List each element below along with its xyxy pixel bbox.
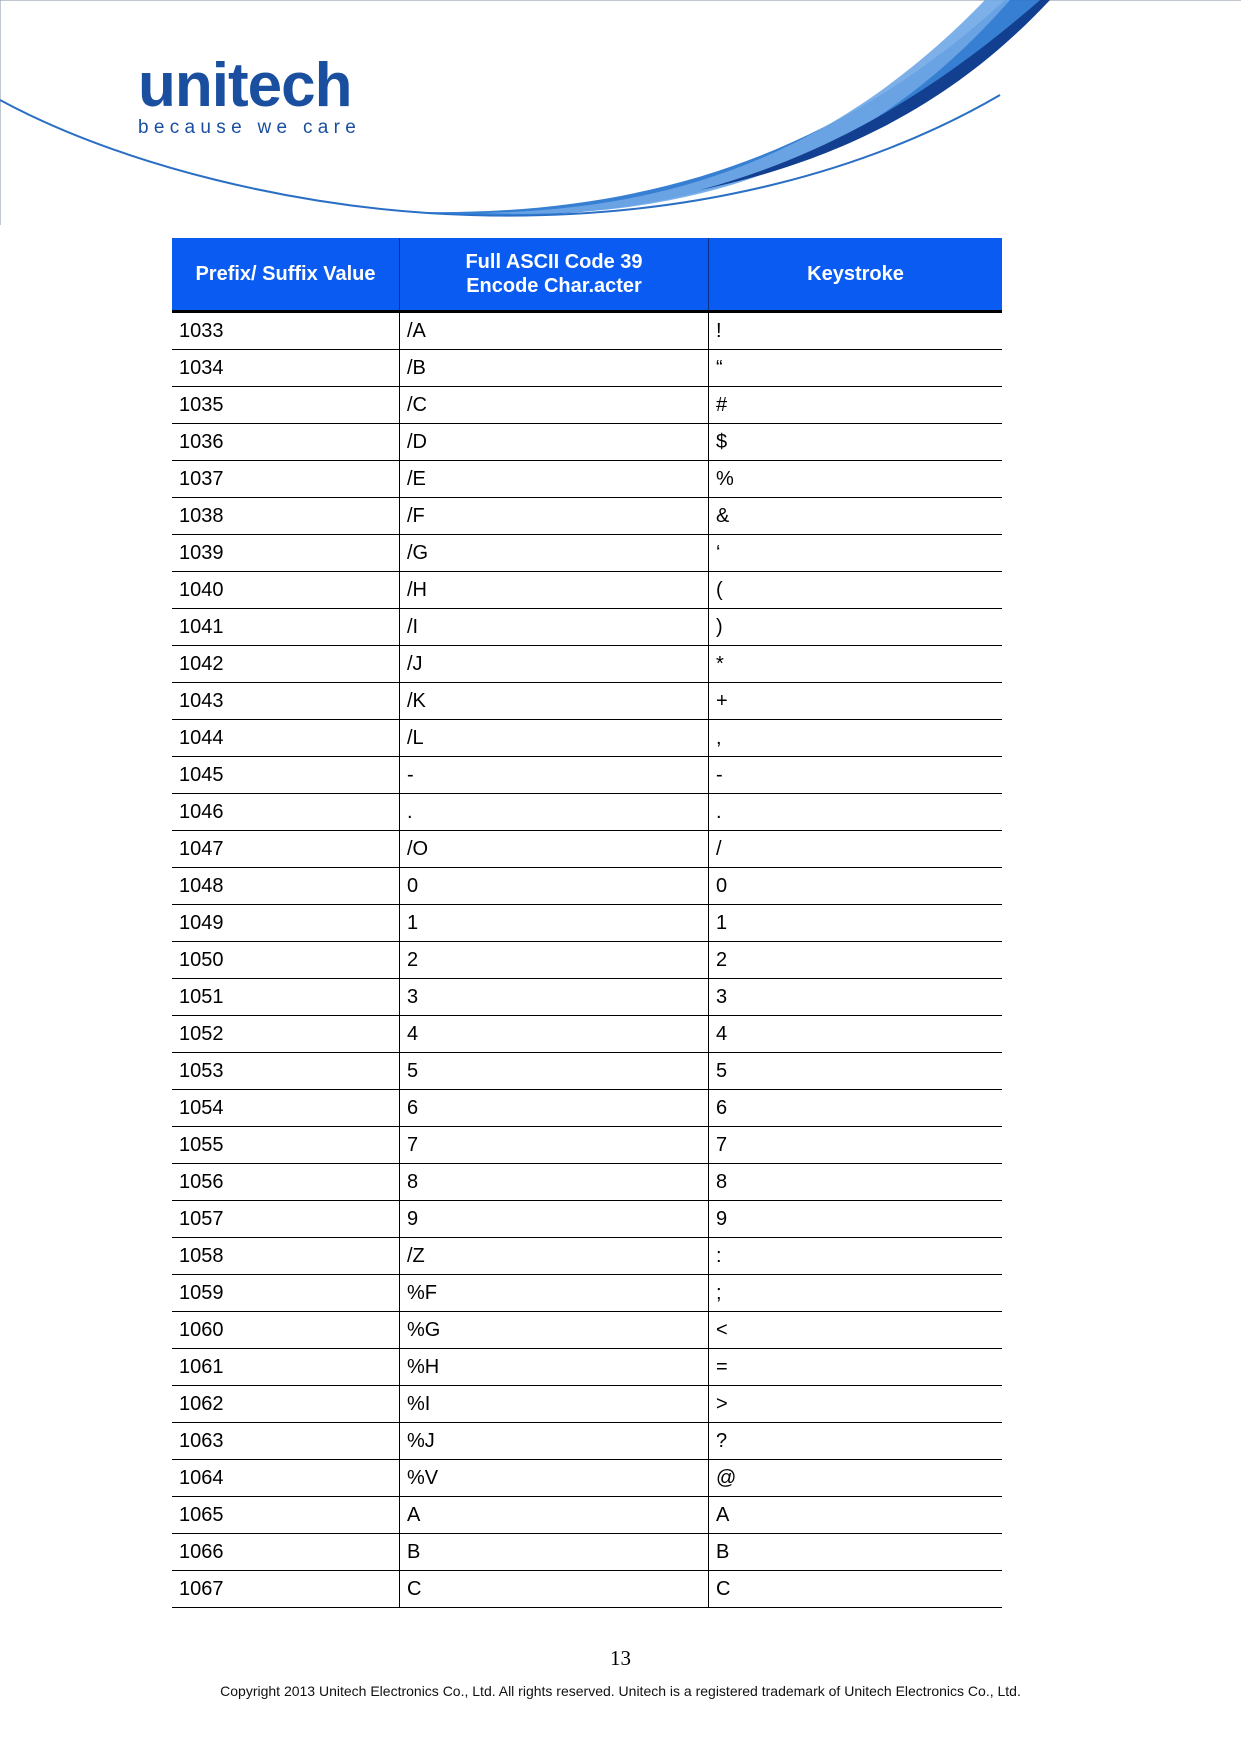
cell-keystroke: /	[709, 831, 1003, 868]
cell-code39-encode-char: /G	[400, 535, 709, 572]
cell-code39-encode-char: /E	[400, 461, 709, 498]
cell-keystroke: 9	[709, 1201, 1003, 1238]
cell-code39-encode-char: %F	[400, 1275, 709, 1312]
table-row	[172, 1497, 1002, 1534]
table-row	[172, 1127, 1002, 1164]
cell-keystroke: A	[709, 1497, 1003, 1534]
cell-keystroke: $	[709, 424, 1003, 461]
table-row	[172, 461, 1002, 498]
cell-keystroke: 6	[709, 1090, 1003, 1127]
cell-prefix-suffix-value: 1045	[172, 757, 400, 794]
table-row	[172, 1423, 1002, 1460]
cell-keystroke: (	[709, 572, 1003, 609]
cell-code39-encode-char: %J	[400, 1423, 709, 1460]
cell-prefix-suffix-value: 1061	[172, 1349, 400, 1386]
table-row	[172, 1571, 1002, 1608]
cell-code39-encode-char: /H	[400, 572, 709, 609]
logo-wordmark: unitech	[138, 51, 352, 120]
cell-code39-encode-char: 9	[400, 1201, 709, 1238]
cell-code39-encode-char: /L	[400, 720, 709, 757]
cell-code39-encode-char: /K	[400, 683, 709, 720]
table-body	[172, 312, 1002, 1608]
table-row	[172, 535, 1002, 572]
cell-keystroke: -	[709, 757, 1003, 794]
cell-keystroke: .	[709, 794, 1003, 831]
cell-prefix-suffix-value: 1038	[172, 498, 400, 535]
logo-tagline: because we care	[138, 117, 362, 138]
cell-keystroke: 3	[709, 979, 1003, 1016]
table-row	[172, 1312, 1002, 1349]
cell-code39-encode-char: %I	[400, 1386, 709, 1423]
table-row	[172, 1164, 1002, 1201]
cell-code39-encode-char: 5	[400, 1053, 709, 1090]
cell-keystroke: +	[709, 683, 1003, 720]
table-row	[172, 757, 1002, 794]
table-row	[172, 1016, 1002, 1053]
cell-prefix-suffix-value: 1062	[172, 1386, 400, 1423]
table-row	[172, 1349, 1002, 1386]
cell-prefix-suffix-value: 1059	[172, 1275, 400, 1312]
cell-prefix-suffix-value: 1037	[172, 461, 400, 498]
cell-prefix-suffix-value: 1040	[172, 572, 400, 609]
cell-keystroke: %	[709, 461, 1003, 498]
table-row	[172, 1534, 1002, 1571]
cell-code39-encode-char: %H	[400, 1349, 709, 1386]
cell-prefix-suffix-value: 1063	[172, 1423, 400, 1460]
cell-prefix-suffix-value: 1058	[172, 1238, 400, 1275]
cell-keystroke: >	[709, 1386, 1003, 1423]
cell-keystroke: #	[709, 387, 1003, 424]
cell-code39-encode-char: A	[400, 1497, 709, 1534]
cell-keystroke: C	[709, 1571, 1003, 1608]
table-row	[172, 1386, 1002, 1423]
cell-prefix-suffix-value: 1046	[172, 794, 400, 831]
cell-keystroke: “	[709, 350, 1003, 387]
cell-code39-encode-char: 3	[400, 979, 709, 1016]
cell-code39-encode-char: /D	[400, 424, 709, 461]
cell-keystroke: !	[709, 312, 1003, 350]
table-row	[172, 683, 1002, 720]
table-row	[172, 646, 1002, 683]
cell-code39-encode-char: C	[400, 1571, 709, 1608]
cell-code39-encode-char: 6	[400, 1090, 709, 1127]
cell-prefix-suffix-value: 1034	[172, 350, 400, 387]
table-row	[172, 1053, 1002, 1090]
cell-keystroke: 2	[709, 942, 1003, 979]
cell-prefix-suffix-value: 1055	[172, 1127, 400, 1164]
cell-prefix-suffix-value: 1041	[172, 609, 400, 646]
cell-prefix-suffix-value: 1052	[172, 1016, 400, 1053]
cell-keystroke: :	[709, 1238, 1003, 1275]
cell-keystroke: *	[709, 646, 1003, 683]
cell-prefix-suffix-value: 1060	[172, 1312, 400, 1349]
cell-code39-encode-char: 2	[400, 942, 709, 979]
cell-code39-encode-char: /J	[400, 646, 709, 683]
table-row	[172, 1460, 1002, 1497]
cell-prefix-suffix-value: 1067	[172, 1571, 400, 1608]
cell-code39-encode-char: /O	[400, 831, 709, 868]
table-row	[172, 720, 1002, 757]
cell-prefix-suffix-value: 1047	[172, 831, 400, 868]
cell-prefix-suffix-value: 1065	[172, 1497, 400, 1534]
cell-code39-encode-char: /C	[400, 387, 709, 424]
cell-code39-encode-char: %V	[400, 1460, 709, 1497]
cell-prefix-suffix-value: 1057	[172, 1201, 400, 1238]
cell-code39-encode-char: 4	[400, 1016, 709, 1053]
cell-keystroke: )	[709, 609, 1003, 646]
cell-prefix-suffix-value: 1044	[172, 720, 400, 757]
header-keystroke: Keystroke	[709, 238, 1003, 312]
cell-keystroke: ‘	[709, 535, 1003, 572]
cell-keystroke: 1	[709, 905, 1003, 942]
table-header-row	[172, 238, 1002, 312]
table-row	[172, 609, 1002, 646]
cell-prefix-suffix-value: 1064	[172, 1460, 400, 1497]
table-row	[172, 1275, 1002, 1312]
cell-keystroke: 5	[709, 1053, 1003, 1090]
cell-keystroke: ?	[709, 1423, 1003, 1460]
cell-prefix-suffix-value: 1050	[172, 942, 400, 979]
cell-prefix-suffix-value: 1043	[172, 683, 400, 720]
cell-code39-encode-char: %G	[400, 1312, 709, 1349]
cell-code39-encode-char: 7	[400, 1127, 709, 1164]
table-row	[172, 1238, 1002, 1275]
table-row	[172, 868, 1002, 905]
table-row	[172, 312, 1002, 350]
header-full-ascii-code39: Full ASCII Code 39 Encode Char.acter	[400, 238, 709, 312]
table-row	[172, 387, 1002, 424]
cell-keystroke: 7	[709, 1127, 1003, 1164]
cell-code39-encode-char: 8	[400, 1164, 709, 1201]
cell-keystroke: 4	[709, 1016, 1003, 1053]
cell-keystroke: B	[709, 1534, 1003, 1571]
cell-keystroke: =	[709, 1349, 1003, 1386]
cell-code39-encode-char: /F	[400, 498, 709, 535]
cell-keystroke: <	[709, 1312, 1003, 1349]
cell-keystroke: &	[709, 498, 1003, 535]
cell-prefix-suffix-value: 1039	[172, 535, 400, 572]
cell-prefix-suffix-value: 1066	[172, 1534, 400, 1571]
cell-prefix-suffix-value: 1036	[172, 424, 400, 461]
prefix-suffix-table	[172, 238, 1002, 1608]
header-prefix-suffix-value: Prefix/ Suffix Value	[172, 238, 400, 312]
table-row	[172, 424, 1002, 461]
cell-keystroke: @	[709, 1460, 1003, 1497]
cell-code39-encode-char: /B	[400, 350, 709, 387]
cell-code39-encode-char: /A	[400, 312, 709, 350]
cell-prefix-suffix-value: 1042	[172, 646, 400, 683]
cell-prefix-suffix-value: 1035	[172, 387, 400, 424]
table-row	[172, 905, 1002, 942]
cell-code39-encode-char: -	[400, 757, 709, 794]
table-row	[172, 572, 1002, 609]
cell-keystroke: ;	[709, 1275, 1003, 1312]
cell-code39-encode-char: 1	[400, 905, 709, 942]
cell-prefix-suffix-value: 1048	[172, 868, 400, 905]
cell-prefix-suffix-value: 1049	[172, 905, 400, 942]
table-row	[172, 1201, 1002, 1238]
cell-code39-encode-char: B	[400, 1534, 709, 1571]
cell-code39-encode-char: 0	[400, 868, 709, 905]
copyright-notice: Copyright 2013 Unitech Electronics Co., Ltd. All rights reserved. Unitech is a registered trademark of Unitech Electronics Co., Ltd.	[220, 1683, 1021, 1699]
table-row	[172, 979, 1002, 1016]
cell-keystroke: 8	[709, 1164, 1003, 1201]
cell-prefix-suffix-value: 1033	[172, 312, 400, 350]
table-row	[172, 1090, 1002, 1127]
unitech-logo	[138, 51, 362, 139]
cell-prefix-suffix-value: 1053	[172, 1053, 400, 1090]
table-row	[172, 498, 1002, 535]
table-row	[172, 831, 1002, 868]
cell-prefix-suffix-value: 1051	[172, 979, 400, 1016]
cell-keystroke: 0	[709, 868, 1003, 905]
cell-code39-encode-char: .	[400, 794, 709, 831]
page-number: 13	[610, 1646, 631, 1670]
cell-prefix-suffix-value: 1054	[172, 1090, 400, 1127]
cell-code39-encode-char: /Z	[400, 1238, 709, 1275]
cell-keystroke: ,	[709, 720, 1003, 757]
table-row	[172, 942, 1002, 979]
cell-code39-encode-char: /I	[400, 609, 709, 646]
table-row	[172, 794, 1002, 831]
table-row	[172, 350, 1002, 387]
cell-prefix-suffix-value: 1056	[172, 1164, 400, 1201]
